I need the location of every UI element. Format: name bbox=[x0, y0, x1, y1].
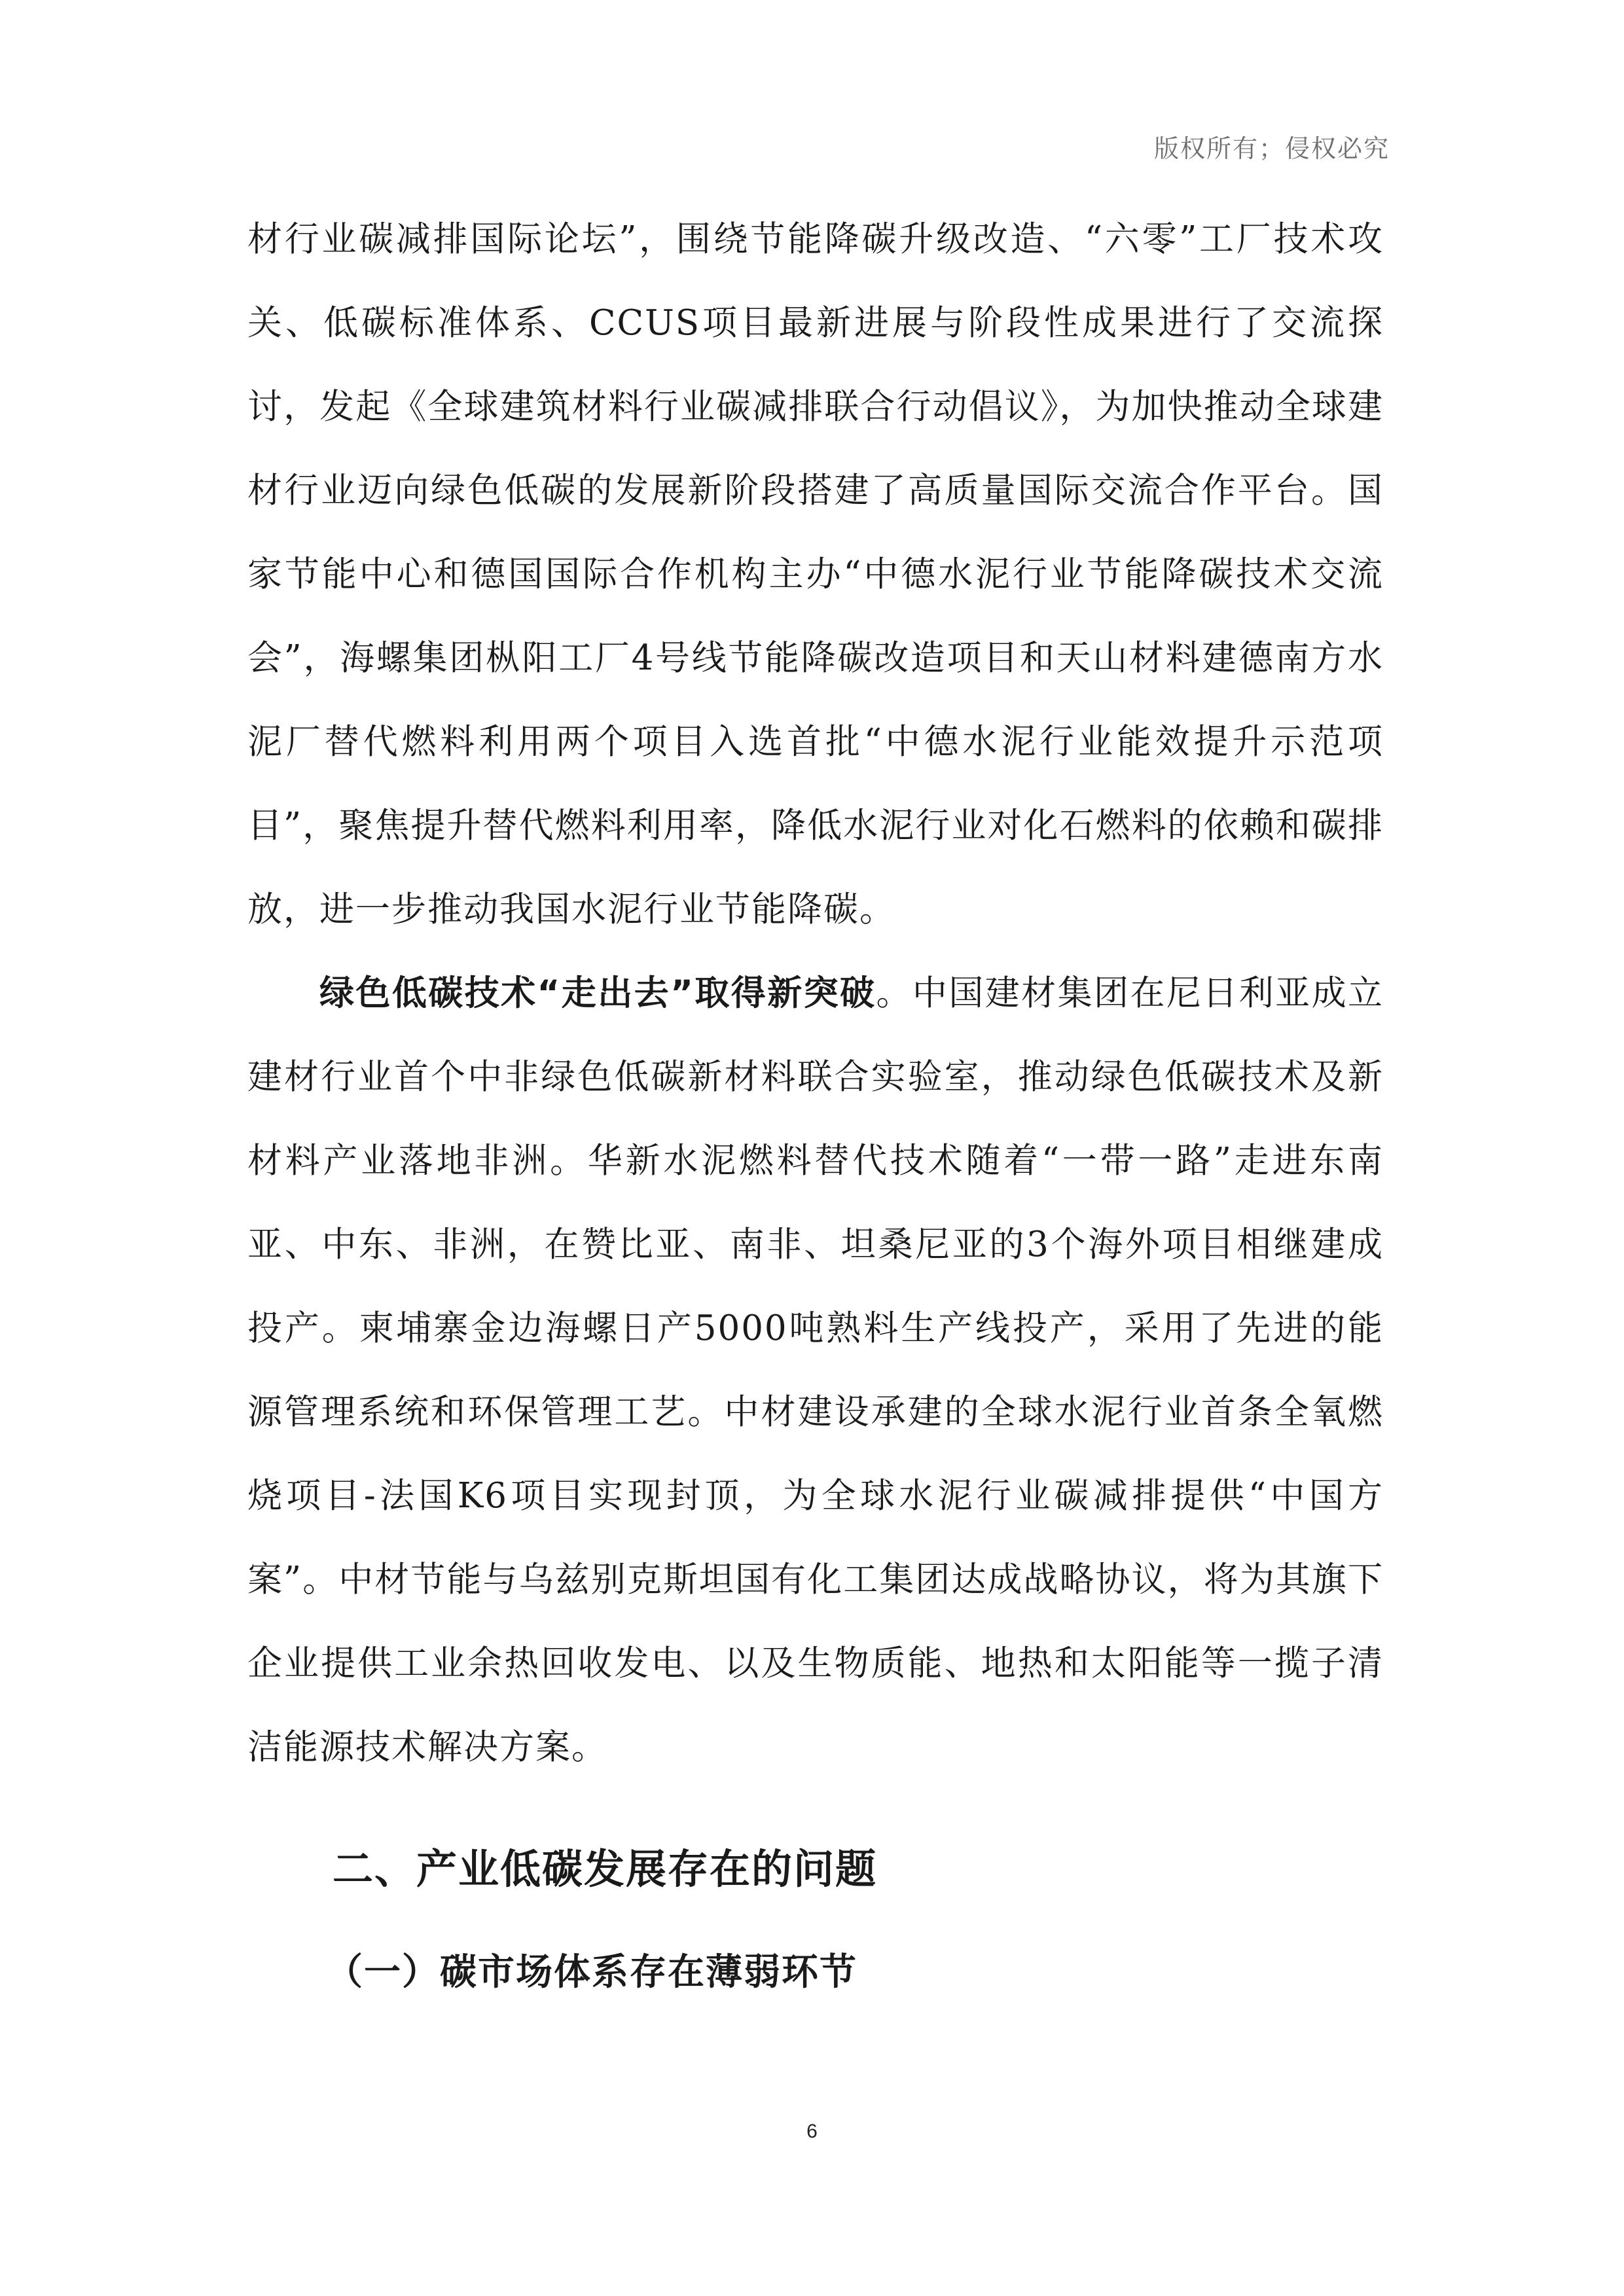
document-body bbox=[247, 198, 1384, 2012]
copyright-header: 版权所有；侵权必究 bbox=[1153, 134, 1390, 163]
subsection-heading: （一）碳市场体系存在薄弱环节 bbox=[326, 1951, 857, 1994]
paragraph-forum: 材行业碳减排国际论坛”，围绕节能降碳升级改造、“六零”工厂技术攻关、低碳标准体系、CCUS项目最新进展与阶段性成果进行了交流探讨，发起《全球建筑材料行业碳减排联合行动倡议》，为加快推动全球建材行业迈向绿色低碳的发展新阶段搭建了高质量国际交流合作平台。国家节能中心和德国国际合作机构主办“中德水泥行业节能降碳技术交流会”，海螺集团枞阳工厂4号线节能降碳改造项目和天山材料建德南方水泥厂替代燃料利用两个项目入选首批“中德水泥行业能效提升示范项目”，聚焦提升替代燃料利用率，降低水泥行业对化石燃料的依赖和碳排放，进一步推动我国水泥行业节能降碳。 bbox=[247, 219, 1384, 929]
page-number: 6 bbox=[806, 2121, 818, 2142]
paragraph-body-text: 。中国建材集团在尼日利亚成立建材行业首个中非绿色低碳新材料联合实验室，推动绿色低碳技术及新材料产业落地非洲。华新水泥燃料替代技术随着“一带一路”走进东南亚、中东、非洲，在赞比亚、南非、坦桑尼亚的3个海外项目相继建成投产。柬埔寨金边海螺日产5000吨熟料生产线投产，采用了先进的能源管理系统和环保管理工艺。中材建设承建的全球水泥行业首条全氧燃烧项目-法国K6项目实现封顶，为全球水泥行业碳减排提供“中国方案”。中材节能与乌兹别克斯坦国有化工集团达成战略协议，将为其旗下企业提供工业余热回收发电、以及生物质能、地热和太阳能等一揽子清洁能源技术解决方案。 bbox=[247, 973, 1384, 1767]
paragraph-lead-bold: 绿色低碳技术“走出去”取得新突破 bbox=[319, 973, 876, 1013]
paragraph-going-global bbox=[247, 952, 1384, 1789]
section-heading: 二、产业低碳发展存在的问题 bbox=[333, 1845, 878, 1893]
